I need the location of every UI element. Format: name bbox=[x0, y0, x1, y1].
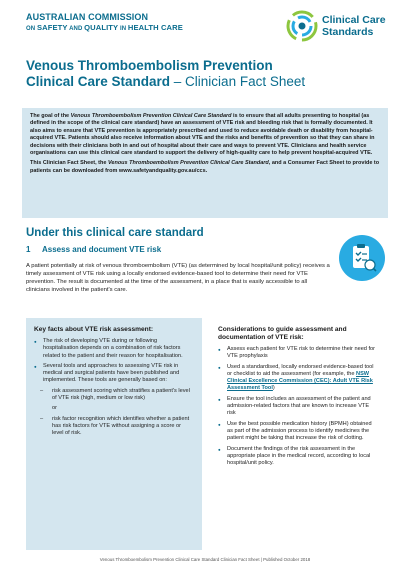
acsqhc-line1: AUSTRALIAN COMMISSION bbox=[26, 12, 149, 22]
intro-box bbox=[22, 108, 388, 218]
intro-paragraph-2: This Clinician Fact Sheet, the Venous Thromboembolism Prevention Clinical Care Standard, and a Consumer Fact Sheet to provide to patients can be downloaded from www.safetyandquality.gov.au/ccs. bbox=[30, 160, 380, 174]
list-item: ● Ensure the tool includes an assessment of the patient and admission-related factors that are known to increase VTE risk bbox=[218, 396, 378, 418]
key-facts-panel bbox=[26, 318, 202, 550]
subsection-heading: 1 Assess and document VTE risk bbox=[26, 245, 162, 254]
cec-tool-link[interactable]: NSW Clinical Excellence Commission (CEC): Adult VTE Risk Assessment Tool bbox=[227, 370, 373, 392]
section-lead-text: A patient potentially at risk of venous thromboembolism (VTE) (as determined by local hospital/unit policy) receives a timely assessment of VTE risk using a locally endorsed evidence-based tool to determine their need for VTE prevention. The result is documented at the time of the assessment, in a place that is easily accessible to all clinicians involved in the patient's care. bbox=[26, 263, 330, 293]
list-item: ● Use the best possible medication history (BPMH) obtained as part of the admission process to identify medicines the patient might be taking that increase the risk of clotting. bbox=[218, 421, 378, 443]
acsqhc-logo bbox=[26, 12, 183, 34]
list-item: – risk factor recognition which identifies whether a patient has risk factors for VTE without assigning a score or level of risk. bbox=[38, 416, 194, 438]
key-facts-heading: Key facts about VTE risk assessment: bbox=[34, 326, 154, 333]
list-item: ● Assess each patient for VTE risk to determine their need for VTE prophylaxis bbox=[218, 346, 378, 361]
page-footer: Venous Thromboembolism Prevention Clinical Care Standard Clinician Fact Sheet | Published October 2018 bbox=[99, 557, 311, 562]
page-header bbox=[0, 0, 410, 48]
intro-paragraph-1: The goal of the Venous Thromboembolism Prevention Clinical Care Standard is to ensure that all adults presenting to hospital (as defined in the scope of the clinical care standard) have an assessment of VTE risk and bleeding risk that is formally documented. It also aims to ensure that VTE prevention is appropriately prescribed and used to reduce avoidable death or disability from hospital-acquired VTE. Patients should also receive information about VTE and the risks and benefits of prevention so that they can share in decisions with their clinicians both in and out of hospital about their care and ways to prevent VTE. Clinicians and health service organisations can use this clinical care standard to support the delivery of high-quality care to help prevent hospital-acquired VTE. bbox=[30, 113, 375, 157]
list-item: ● Used a standardised, locally endorsed evidence-based tool or checklist to aid the assessment (for example, the NSW Clinical Excellence Commission (CEC): Adult VTE Risk Assessment Tool) bbox=[218, 364, 378, 393]
acsqhc-line2: ON SAFETY AND QUALITY IN HEALTH CARE bbox=[26, 23, 183, 32]
title-line2: Clinical Care Standard – Clinician Fact Sheet bbox=[26, 74, 306, 89]
list-item: – risk assessment scoring which stratifies a patient's level of VTE risk (high, medium or low risk) bbox=[38, 388, 194, 403]
title-line1: Venous Thromboembolism Prevention bbox=[26, 58, 273, 73]
page-title bbox=[26, 58, 386, 90]
list-item: ● The risk of developing VTE during or following hospitalisation depends on a combination of risk factors related to the patient and their reason for hospitalisation. bbox=[34, 338, 194, 360]
clipboard-checklist-icon bbox=[338, 234, 386, 282]
clinical-care-standards-wordmark: Clinical Care Standards bbox=[322, 14, 386, 38]
or-text: or bbox=[52, 405, 57, 412]
section-heading: Under this clinical care standard bbox=[26, 227, 204, 239]
considerations-panel bbox=[210, 318, 386, 550]
clinical-care-standards-logo-icon bbox=[286, 10, 318, 42]
list-item: ● Several tools and approaches to assessing VTE risk in medical and surgical patients have been published and implemented. These tools are generally based on: bbox=[34, 363, 194, 385]
list-item: ● Document the findings of the risk assessment in the appropriate place in the medical record, according to local hospital/unit policy. bbox=[218, 446, 378, 468]
considerations-heading: Considerations to guide assessment and documentation of VTE risk: bbox=[218, 326, 347, 341]
